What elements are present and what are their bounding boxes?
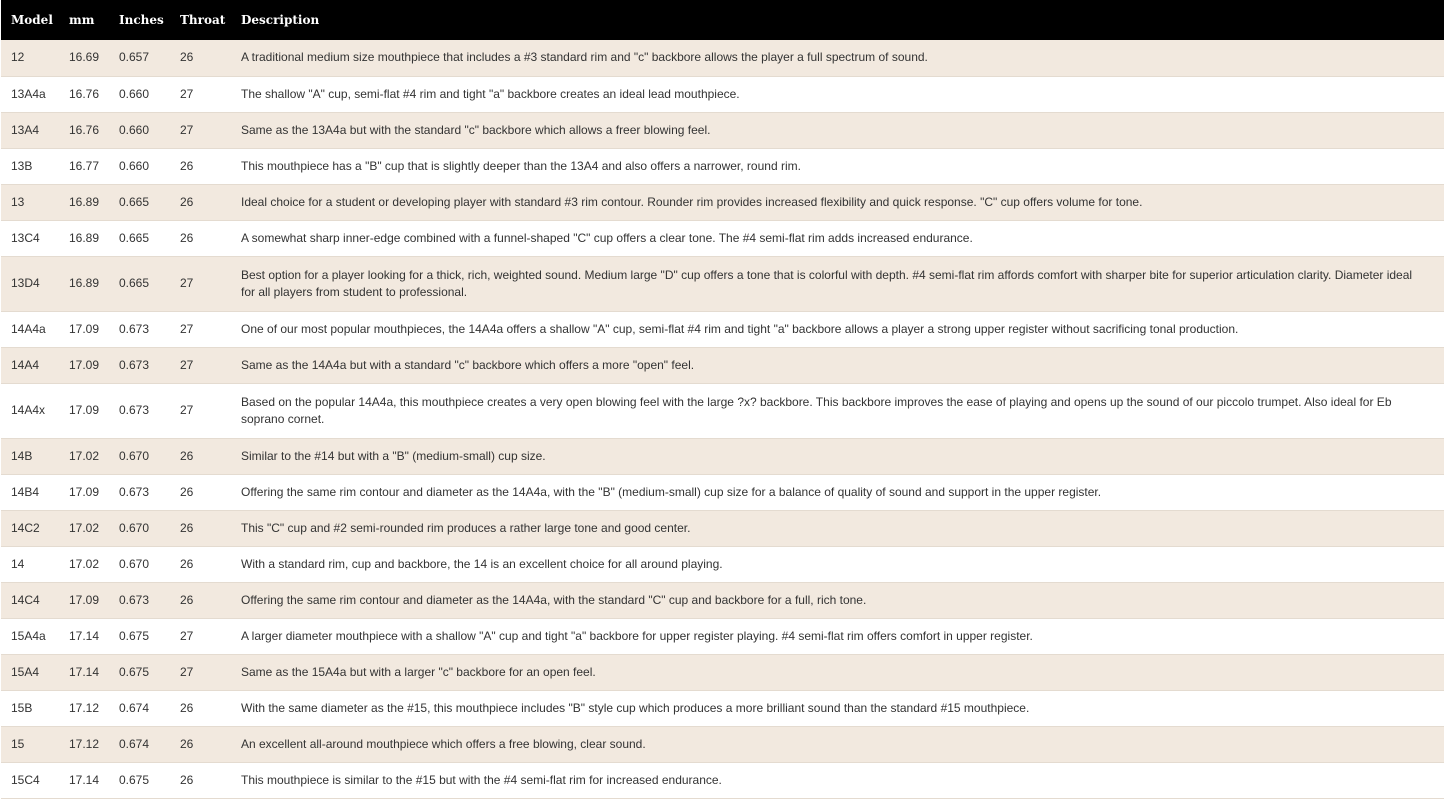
cell-model: 14	[1, 546, 59, 582]
cell-throat: 26	[170, 690, 231, 726]
cell-throat: 26	[170, 148, 231, 184]
header-throat: Throat	[180, 13, 226, 27]
cell-model: 15A4a	[1, 618, 59, 654]
cell-model: 13A4	[1, 112, 59, 148]
cell-mm: 17.14	[59, 654, 109, 690]
mouthpiece-table	[1, 0, 1444, 799]
cell-inches: 0.675	[109, 762, 170, 798]
cell-model: 14C4	[1, 582, 59, 618]
cell-inches: 0.660	[109, 76, 170, 112]
cell-model: 13C4	[1, 220, 59, 256]
header-row	[1, 0, 1444, 40]
cell-description: One of our most popular mouthpieces, the 14A4a offers a shallow "A" cup, semi-flat #4 rim and tight "a" backbore allows a player a strong upper register without sacrificing tonal production.	[231, 311, 1444, 347]
cell-model: 15	[1, 726, 59, 762]
cell-throat: 27	[170, 618, 231, 654]
cell-inches: 0.665	[109, 220, 170, 256]
table-row	[1, 438, 1444, 474]
table-row	[1, 618, 1444, 654]
cell-model: 12	[1, 40, 59, 76]
cell-mm: 16.89	[59, 184, 109, 220]
cell-mm: 17.14	[59, 762, 109, 798]
cell-throat: 26	[170, 582, 231, 618]
cell-mm: 17.14	[59, 618, 109, 654]
cell-description: Offering the same rim contour and diameter as the 14A4a, with the standard "C" cup and backbore for a full, rich tone.	[231, 582, 1444, 618]
cell-model: 14A4a	[1, 311, 59, 347]
cell-inches: 0.673	[109, 311, 170, 347]
header-description: Description	[241, 13, 320, 27]
cell-model: 14A4	[1, 347, 59, 383]
cell-inches: 0.675	[109, 654, 170, 690]
cell-description: Based on the popular 14A4a, this mouthpiece creates a very open blowing feel with the large ?x? backbore. This backbore improves the ease of playing and opens up the sound of our piccolo trumpet. Also ideal for Eb soprano cornet.	[231, 383, 1444, 438]
cell-mm: 17.02	[59, 510, 109, 546]
cell-description: A larger diameter mouthpiece with a shallow "A" cup and tight "a" backbore for upper register playing. #4 semi-flat rim offers comfort in upper register.	[231, 618, 1444, 654]
cell-description: This mouthpiece is similar to the #15 but with the #4 semi-flat rim for increased endurance.	[231, 762, 1444, 798]
table-row	[1, 654, 1444, 690]
cell-throat: 27	[170, 76, 231, 112]
cell-inches: 0.670	[109, 438, 170, 474]
table-row	[1, 546, 1444, 582]
table-row	[1, 726, 1444, 762]
cell-description: An excellent all-around mouthpiece which offers a free blowing, clear sound.	[231, 726, 1444, 762]
cell-model: 13D4	[1, 256, 59, 311]
table-row	[1, 383, 1444, 438]
cell-model: 14B4	[1, 474, 59, 510]
cell-model: 13A4a	[1, 76, 59, 112]
cell-mm: 17.09	[59, 383, 109, 438]
cell-description: Similar to the #14 but with a "B" (medium-small) cup size.	[231, 438, 1444, 474]
table-row	[1, 347, 1444, 383]
cell-inches: 0.665	[109, 184, 170, 220]
cell-model: 14B	[1, 438, 59, 474]
cell-throat: 27	[170, 383, 231, 438]
cell-description: This mouthpiece has a "B" cup that is slightly deeper than the 13A4 and also offers a narrower, round rim.	[231, 148, 1444, 184]
cell-inches: 0.674	[109, 726, 170, 762]
cell-throat: 26	[170, 438, 231, 474]
cell-model: 15C4	[1, 762, 59, 798]
cell-description: Ideal choice for a student or developing player with standard #3 rim contour. Rounder rim provides increased flexibility and quick response. "C" cup offers volume for tone.	[231, 184, 1444, 220]
cell-inches: 0.673	[109, 383, 170, 438]
cell-inches: 0.675	[109, 618, 170, 654]
cell-mm: 16.76	[59, 76, 109, 112]
cell-throat: 27	[170, 654, 231, 690]
cell-throat: 26	[170, 762, 231, 798]
table-row	[1, 220, 1444, 256]
cell-description: A somewhat sharp inner-edge combined with a funnel-shaped "C" cup offers a clear tone. The #4 semi-flat rim adds increased endurance.	[231, 220, 1444, 256]
cell-mm: 17.12	[59, 726, 109, 762]
cell-model: 15A4	[1, 654, 59, 690]
cell-throat: 27	[170, 112, 231, 148]
table-row	[1, 40, 1444, 76]
cell-inches: 0.674	[109, 690, 170, 726]
cell-description: With a standard rim, cup and backbore, the 14 is an excellent choice for all around playing.	[231, 546, 1444, 582]
cell-model: 14A4x	[1, 383, 59, 438]
table-row	[1, 148, 1444, 184]
cell-throat: 26	[170, 40, 231, 76]
cell-throat: 27	[170, 347, 231, 383]
cell-description: A traditional medium size mouthpiece that includes a #3 standard rim and "c" backbore allows the player a full spectrum of sound.	[231, 40, 1444, 76]
table-row	[1, 311, 1444, 347]
header-inches: Inches	[119, 13, 164, 27]
cell-throat: 26	[170, 510, 231, 546]
cell-throat: 26	[170, 546, 231, 582]
cell-mm: 16.89	[59, 256, 109, 311]
table-row	[1, 510, 1444, 546]
mouthpiece-table-container	[1, 0, 1444, 799]
cell-description: Best option for a player looking for a thick, rich, weighted sound. Medium large "D" cup offers a tone that is colorful with depth. #4 semi-flat rim affords comfort with sharper bite for superior articulation clarity. Diameter ideal for all players from student to professional.	[231, 256, 1444, 311]
cell-model: 14C2	[1, 510, 59, 546]
table-row	[1, 582, 1444, 618]
table-row	[1, 76, 1444, 112]
cell-mm: 16.77	[59, 148, 109, 184]
table-row	[1, 474, 1444, 510]
cell-throat: 26	[170, 474, 231, 510]
cell-mm: 17.12	[59, 690, 109, 726]
cell-mm: 17.09	[59, 311, 109, 347]
table-row	[1, 184, 1444, 220]
cell-throat: 27	[170, 311, 231, 347]
cell-description: Same as the 15A4a but with a larger "c" backbore for an open feel.	[231, 654, 1444, 690]
cell-model: 15B	[1, 690, 59, 726]
cell-model: 13B	[1, 148, 59, 184]
cell-throat: 27	[170, 256, 231, 311]
cell-mm: 16.76	[59, 112, 109, 148]
cell-inches: 0.660	[109, 112, 170, 148]
table-row	[1, 256, 1444, 311]
cell-description: Same as the 13A4a but with the standard "c" backbore which allows a freer blowing feel.	[231, 112, 1444, 148]
cell-inches: 0.665	[109, 256, 170, 311]
table-header	[1, 0, 1444, 40]
cell-mm: 17.09	[59, 347, 109, 383]
cell-inches: 0.673	[109, 582, 170, 618]
cell-throat: 26	[170, 726, 231, 762]
cell-mm: 17.09	[59, 582, 109, 618]
cell-inches: 0.670	[109, 546, 170, 582]
table-row	[1, 112, 1444, 148]
cell-mm: 17.02	[59, 546, 109, 582]
cell-description: With the same diameter as the #15, this mouthpiece includes "B" style cup which produces a more brilliant sound than the standard #15 mouthpiece.	[231, 690, 1444, 726]
header-mm: mm	[69, 13, 95, 27]
cell-inches: 0.657	[109, 40, 170, 76]
table-row	[1, 762, 1444, 798]
cell-description: This "C" cup and #2 semi-rounded rim produces a rather large tone and good center.	[231, 510, 1444, 546]
cell-description: The shallow "A" cup, semi-flat #4 rim and tight "a" backbore creates an ideal lead mouthpiece.	[231, 76, 1444, 112]
cell-inches: 0.673	[109, 474, 170, 510]
header-model: Model	[11, 13, 53, 27]
cell-inches: 0.673	[109, 347, 170, 383]
cell-description: Same as the 14A4a but with a standard "c" backbore which offers a more "open" feel.	[231, 347, 1444, 383]
cell-mm: 17.02	[59, 438, 109, 474]
cell-throat: 26	[170, 220, 231, 256]
cell-model: 13	[1, 184, 59, 220]
cell-mm: 16.69	[59, 40, 109, 76]
cell-mm: 17.09	[59, 474, 109, 510]
table-body	[1, 40, 1444, 798]
cell-description: Offering the same rim contour and diameter as the 14A4a, with the "B" (medium-small) cup size for a balance of quality of sound and support in the upper register.	[231, 474, 1444, 510]
cell-throat: 26	[170, 184, 231, 220]
table-row	[1, 690, 1444, 726]
cell-mm: 16.89	[59, 220, 109, 256]
cell-inches: 0.670	[109, 510, 170, 546]
cell-inches: 0.660	[109, 148, 170, 184]
